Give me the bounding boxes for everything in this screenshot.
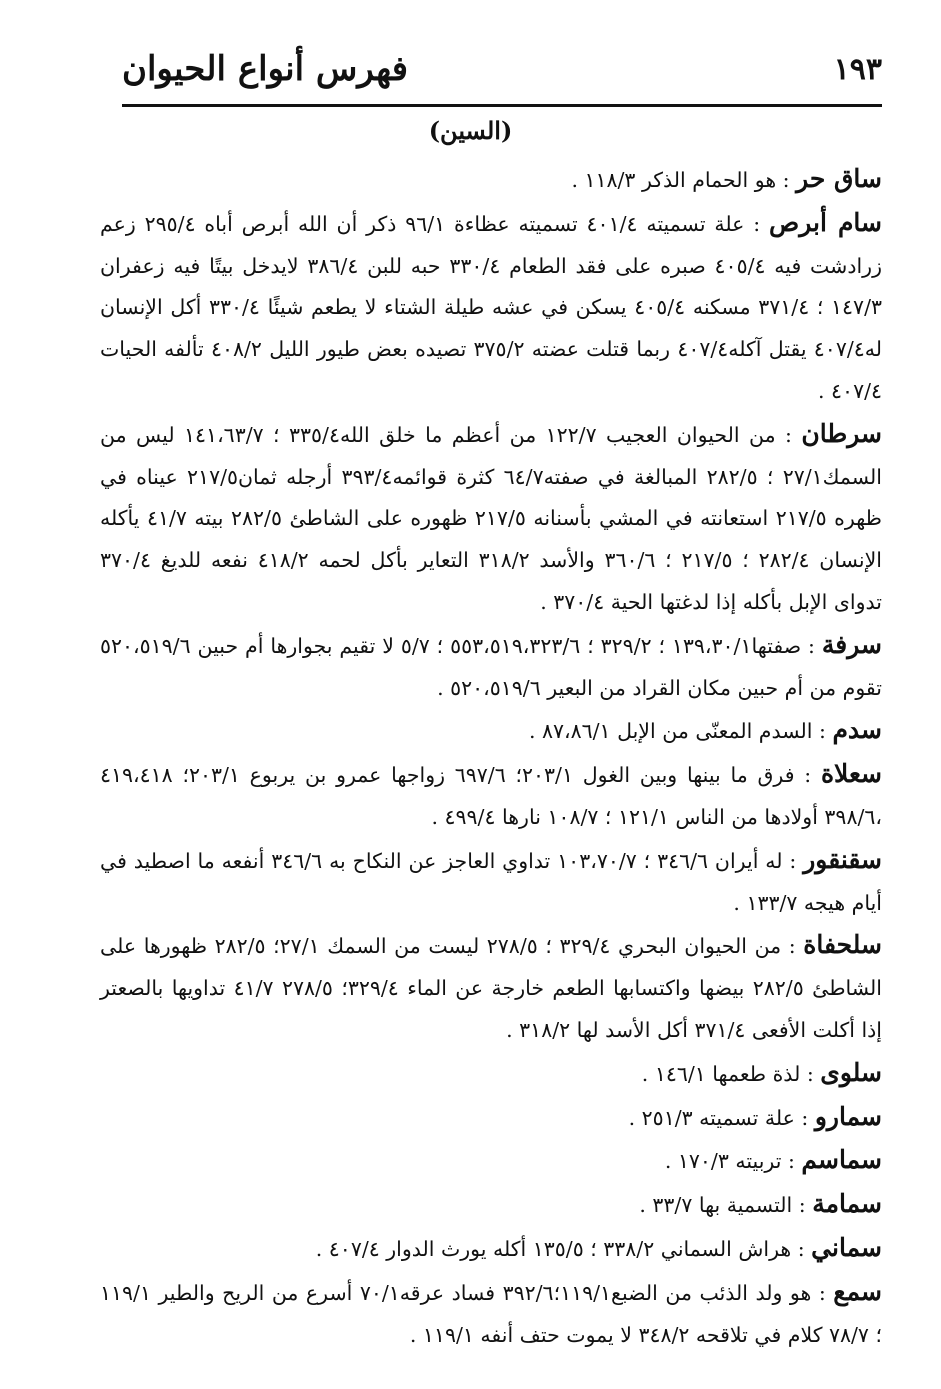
- index-entries: [100, 158, 882, 1356]
- entry-term: سلحفاة: [803, 930, 882, 960]
- index-entry: سدم : السدم المعنّى من الإبل ٨٧،٨٦/١ .: [528, 715, 882, 745]
- page-number: ١٩٣: [833, 51, 882, 87]
- page-title: فهرس أنواع الحيوان: [122, 49, 409, 89]
- entry-term: سمع: [833, 1276, 882, 1306]
- entry-text: صفتها١٣٩،٣٠/١ ؛ ٣٢٩/٢ ؛ ٥٥٣،٥١٩،٣٢٣/٦ ؛ ٥/٧ لا تقيم بجوارها أم حبين ٥٢٠،٥١٩/٦ تقوم من أم حبين مكان القراد من البعير ٥٢٠،٥١٩/٦ .: [100, 633, 882, 700]
- entry-text: من الحيوان البحري ٣٢٩/٤ ؛ ٢٧٨/٥ ليست من السمك ٢٧/١؛ ٢٨٢/٥ ظهورها على الشاطئ ٢٨٢/٥ بيضها واكتسابها الطعم خارجة عن الماء ٣٢٩/٤؛ ٢٧٨/٥ ٤١/٧ تداويها بالصعتر إذا أكلت الأفعى ٣٧١/٤ أكل الأسد لها ٣١٨/٢ .: [100, 934, 882, 1042]
- entry-text: لذة طعمها ١٤٦/١ .: [641, 1061, 801, 1086]
- entry-text: علة تسميته ٤٠١/٤ تسميته عظاءة ٩٦/١ ذكر أن الله أبرص أباه ٢٩٥/٤ زعم زرادشت فيه ٤٠٥/٤ صبره على فقد الطعام ٣٣٠/٤ حبه للبن ٣٨٦/٤ لايدخل بيتًا فيه زعفران ١٤٧/٣ ؛ ٣٧١/٤ مسكنه ٤٠٥/٤ يسكن في عشه طيلة الشتاء لا يطعم شيئًا ٣٣٠/٤ أكل الإنسان له٤٠٧/٤ يقتل آكله٤٠٧/٤ ربما قتلت عضته ٣٧٥/٢ تصيده بعض طيور الليل ٤٠٨/٢ تألفه الحيات ٤٠٧/٤ .: [100, 211, 882, 403]
- entry-term: سماسم: [801, 1145, 882, 1175]
- index-entry: سلوى : لذة طعمها ١٤٦/١ .: [641, 1057, 882, 1087]
- index-entry: سماسم : تربيته ١٧٠/٣ .: [664, 1145, 882, 1175]
- index-entry: سعلاة : فرق ما بينها وبين الغول ٢٠٣/١؛ ٦٩٧/٦ زواجها عمرو بن يربوع ٢٠٣/١؛ ٤١٩،٤١٨ ،٣٩٨/٦ أولادها من الناس ١٢١/١ ؛ ١٠٨/٧ نارها ٤٩٩/٤ .: [100, 759, 882, 829]
- index-entry: سماني : هراش السماني ٣٣٨/٢ ؛ ١٣٥/٥ أكله يورث الدوار ٤٠٧/٤ .: [315, 1232, 882, 1262]
- entry-term: سماني: [811, 1232, 882, 1262]
- entry-term: سرطان: [801, 418, 882, 448]
- entry-text: فرق ما بينها وبين الغول ٢٠٣/١؛ ٦٩٧/٦ زواجها عمرو بن يربوع ٢٠٣/١؛ ٤١٩،٤١٨ ،٣٩٨/٦ أولادها من الناس ١٢١/١ ؛ ١٠٨/٧ نارها ٤٩٩/٤ .: [100, 763, 882, 829]
- index-entry: سرفة : صفتها١٣٩،٣٠/١ ؛ ٣٢٩/٢ ؛ ٥٥٣،٥١٩،٣٢٣/٦ ؛ ٥/٧ لا تقيم بجوارها أم حبين ٥٢٠،٥١٩/٦ تقوم من أم حبين مكان القراد من البعير ٥٢٠،٥١٩/٦ .: [100, 629, 882, 700]
- entry-term: سمارو: [814, 1101, 882, 1131]
- entry-text: هو الحمام الذكر ١١٨/٣ .: [571, 168, 777, 192]
- entry-term: سلوى: [820, 1057, 882, 1087]
- index-entry: سرطان : من الحيوان العجيب ١٢٢/٧ من أعظم ما خلق الله٣٣٥/٤ ؛ ١٤١،٦٣/٧ ليس من السمك٢٧/١ ؛ ٢٨٢/٥ المبالغة في صفته٦٤/٧ كثرة قوائمه٣٩٣/٤ أرجله ثمان٢١٧/٥ عيناه في ظهره ٢١٧/٥ استعانته في المشي بأسنانه ٢١٧/٥ ظهوره على الشاطئ ٢٨٢/٥ بيته ٤١/٧ يأكله الإنسان ٢٨٢/٤ ؛ ٢١٧/٥ ؛ ٣٦٠/٦ والأسد ٣١٨/٢ التعاير بأكل لحمه ٤١٨/٢ نفعه للديغ ٣٧٠/٤ تدواى الإبل بأكله إذا لدغتها الحية ٣٧٠/٤ .: [100, 418, 882, 614]
- header-rule: [122, 104, 882, 107]
- index-entry: سمامة : التسمية بها ٣٣/٧ .: [639, 1189, 882, 1219]
- index-entry: سقنقور : له أيران ٣٤٦/٦ ؛ ١٠٣،٧٠/٧ تداوي العاجز عن النكاح به ٣٤٦/٦ أنفعه ما اصطيد في أيام هيجه ١٣٣/٧ .: [100, 844, 883, 915]
- index-entry: سام أبرص : علة تسميته ٤٠١/٤ تسميته عظاءة ٩٦/١ ذكر أن الله أبرص أباه ٢٩٥/٤ زعم زرادشت فيه ٤٠٥/٤ صبره على فقد الطعام ٣٣٠/٤ حبه للبن ٣٨٦/٤ لايدخل بيتًا فيه زعفران ١٤٧/٣ ؛ ٣٧١/٤ مسكنه ٤٠٥/٤ يسكن في عشه طيلة الشتاء لا يطعم شيئًا ٣٣٠/٤ أكل الإنسان له٤٠٧/٤ يقتل آكله٤٠٧/٤ ربما قتلت عضته ٣٧٥/٢ تصيده بعض طيور الليل ٤٠٨/٢ تألفه الحيات ٤٠٧/٤ .: [100, 207, 882, 403]
- entry-text: علة تسميته ٢٥١/٣ .: [628, 1105, 795, 1130]
- entry-text: له أيران ٣٤٦/٦ ؛ ١٠٣،٧٠/٧ تداوي العاجز عن النكاح به ٣٤٦/٦ أنفعه ما اصطيد في أيام هيجه ١٣٣/٧ .: [100, 848, 882, 915]
- entry-term: سدم: [832, 715, 882, 745]
- entry-text: هراش السماني ٣٣٨/٢ ؛ ١٣٥/٥ أكله يورث الدوار ٤٠٧/٤ .: [315, 1236, 792, 1261]
- entry-text: هو ولد الذئب من الضبع١١٩/١؛٣٩٢/٦ فساد عرقه٧٠/١ أسرع من الريح والطير ١١٩/١ ؛ ٧٨/٧ كلام في تلاقحه ٣٤٨/٢ لا يموت حتف أنفه ١١٩/١ .: [100, 1280, 882, 1347]
- index-entry: سمارو : علة تسميته ٢٥١/٣ .: [628, 1101, 882, 1131]
- index-entry: ساق حر : هو الحمام الذكر ١١٨/٣ .: [571, 164, 882, 193]
- running-header: [122, 44, 882, 94]
- entry-text: التسمية بها ٣٣/٧ .: [639, 1193, 793, 1218]
- index-entry: سمع : هو ولد الذئب من الضبع١١٩/١؛٣٩٢/٦ فساد عرقه٧٠/١ أسرع من الريح والطير ١١٩/١ ؛ ٧٨/٧ كلام في تلاقحه ٣٤٨/٢ لا يموت حتف أنفه ١١٩/١ .: [100, 1276, 882, 1347]
- entry-term: ساق حر: [796, 164, 882, 193]
- section-title: (السين): [428, 116, 513, 145]
- entry-term: سرفة: [821, 629, 882, 659]
- index-entry: سلحفاة : من الحيوان البحري ٣٢٩/٤ ؛ ٢٧٨/٥ ليست من السمك ٢٧/١؛ ٢٨٢/٥ ظهورها على الشاطئ ٢٨٢/٥ بيضها واكتسابها الطعم خارجة عن الماء ٣٢٩/٤؛ ٢٧٨/٥ ٤١/٧ تداويها بالصعتر إذا أكلت الأفعى ٣٧١/٤ أكل الأسد لها ٣١٨/٢ .: [100, 930, 882, 1042]
- entry-term: سمامة: [812, 1189, 882, 1219]
- entry-term: سعلاة: [820, 759, 882, 789]
- entry-text: السدم المعنّى من الإبل ٨٧،٨٦/١ .: [528, 719, 813, 744]
- entry-text: من الحيوان العجيب ١٢٢/٧ من أعظم ما خلق الله٣٣٥/٤ ؛ ١٤١،٦٣/٧ ليس من السمك٢٧/١ ؛ ٢٨٢/٥ المبالغة في صفته٦٤/٧ كثرة قوائمه٣٩٣/٤ أرجله ثمان٢١٧/٥ عيناه في ظهره ٢١٧/٥ استعانته في المشي بأسنانه ٢١٧/٥ ظهوره على الشاطئ ٢٨٢/٥ بيته ٤١/٧ يأكله الإنسان ٢٨٢/٤ ؛ ٢١٧/٥ ؛ ٣٦٠/٦ والأسد ٣١٨/٢ التعاير بأكل لحمه ٤١٨/٢ نفعه للديغ ٣٧٠/٤ تدواى الإبل بأكله إذا لدغتها الحية ٣٧٠/٤ .: [100, 422, 882, 614]
- entry-term: سقنقور: [803, 844, 883, 874]
- entry-text: تربيته ١٧٠/٣ .: [664, 1149, 782, 1174]
- entry-term: سام أبرص: [769, 207, 882, 237]
